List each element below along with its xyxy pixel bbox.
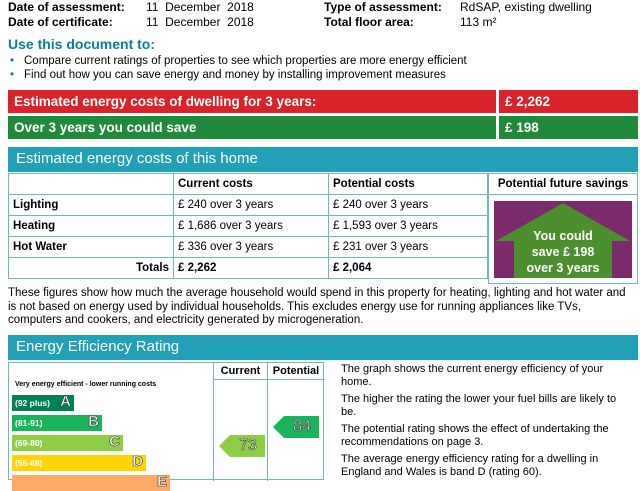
save-bar-value: £ 198 <box>499 116 638 139</box>
row-label: Heating <box>9 216 174 237</box>
list-item: • Compare current ratings of properties to see which properties are more energy efficient <box>10 55 467 67</box>
costs-table <box>8 173 488 279</box>
row-potential: £ 231 over 3 years <box>329 237 488 258</box>
band-a: (92 plus) A <box>12 395 74 411</box>
current-rating-value: 73 <box>239 437 257 454</box>
row-current: £ 1,686 over 3 years <box>174 216 329 237</box>
divider <box>213 379 325 380</box>
totals-row <box>9 258 488 279</box>
potential-column-header: Potential <box>272 365 320 377</box>
date-assessment-value: 11 December 2018 <box>146 0 254 14</box>
band-b: (81-91) B <box>12 415 102 431</box>
totals-label: Totals <box>9 258 174 279</box>
note-paragraph: The average energy efficiency rating for a dwelling in England and Wales is band D (rating 60). <box>341 453 599 478</box>
date-assessment-label: Date of assessment: <box>8 0 125 14</box>
table-header-current: Current costs <box>174 174 329 195</box>
divider <box>213 363 214 481</box>
table-header-row <box>9 174 488 195</box>
costs-bar <box>8 90 496 113</box>
costs-bar-label: Estimated energy costs of dwelling for 3 years: <box>14 94 317 109</box>
floor-area-label: Total floor area: <box>324 15 414 29</box>
band-e: E <box>12 475 170 491</box>
chart-caption: Very energy efficient - lower running costs <box>15 381 157 388</box>
use-document-list <box>10 54 467 82</box>
totals-potential: £ 2,064 <box>329 258 488 279</box>
bullet-icon: • <box>10 69 15 81</box>
band-c: (69-80) C <box>12 435 123 451</box>
row-label: Hot Water <box>9 237 174 258</box>
current-column-header: Current <box>220 365 261 377</box>
type-assessment-value: RdSAP, existing dwelling <box>460 0 592 14</box>
row-label: Lighting <box>9 195 174 216</box>
row-current: £ 240 over 3 years <box>174 195 329 216</box>
save-bar-label: Over 3 years you could save <box>14 120 197 135</box>
efficiency-notes <box>341 363 633 478</box>
table-header-potential: Potential costs <box>329 174 488 195</box>
costs-section-title: Estimated energy costs of this home <box>16 150 258 167</box>
date-certificate-label: Date of certificate: <box>8 15 113 29</box>
bullet-icon: • <box>10 55 15 67</box>
costs-disclaimer: These figures show how much the average household would spend in this property for heating, lighting and hot water and is not based on energy used by individual households. This excludes energy use for running appliances like TVs, computers and cookers, and electricity generated by microgeneration. <box>8 287 626 326</box>
note-paragraph: The potential rating shows the effect of undertaking the recommendations on page 3. <box>341 423 609 448</box>
use-document-title: Use this document to: <box>8 36 156 52</box>
costs-section-band <box>8 147 638 172</box>
potential-rating-value: 84 <box>293 418 311 435</box>
note-paragraph: The graph shows the current energy efficiency of your home. <box>341 363 604 388</box>
table-header-empty <box>9 174 174 195</box>
type-assessment-label: Type of assessment: <box>324 0 442 14</box>
row-potential: £ 1,593 over 3 years <box>329 216 488 237</box>
band-d: (55-68) D <box>12 455 146 471</box>
table-row <box>9 216 488 237</box>
divider <box>267 363 268 481</box>
efficiency-chart <box>8 362 324 490</box>
date-certificate-value: 11 December 2018 <box>146 15 254 29</box>
savings-panel <box>488 173 638 284</box>
savings-text: You could save £ 198 over 3 years <box>526 229 600 275</box>
efficiency-section-band <box>8 335 638 360</box>
efficiency-section-title: Energy Efficiency Rating <box>16 338 180 355</box>
costs-bar-value: £ 2,262 <box>499 90 638 113</box>
floor-area-value: 113 m² <box>460 15 497 29</box>
list-item: • Find out how you can save energy and money by installing improvement measures <box>10 69 446 81</box>
table-row <box>9 237 488 258</box>
row-potential: £ 240 over 3 years <box>329 195 488 216</box>
save-bar <box>8 116 496 139</box>
savings-header: Potential future savings <box>489 174 637 195</box>
row-current: £ 336 over 3 years <box>174 237 329 258</box>
table-row <box>9 195 488 216</box>
totals-current: £ 2,262 <box>174 258 329 279</box>
note-paragraph: The higher the rating the lower your fuel bills are likely to be. <box>341 393 617 418</box>
